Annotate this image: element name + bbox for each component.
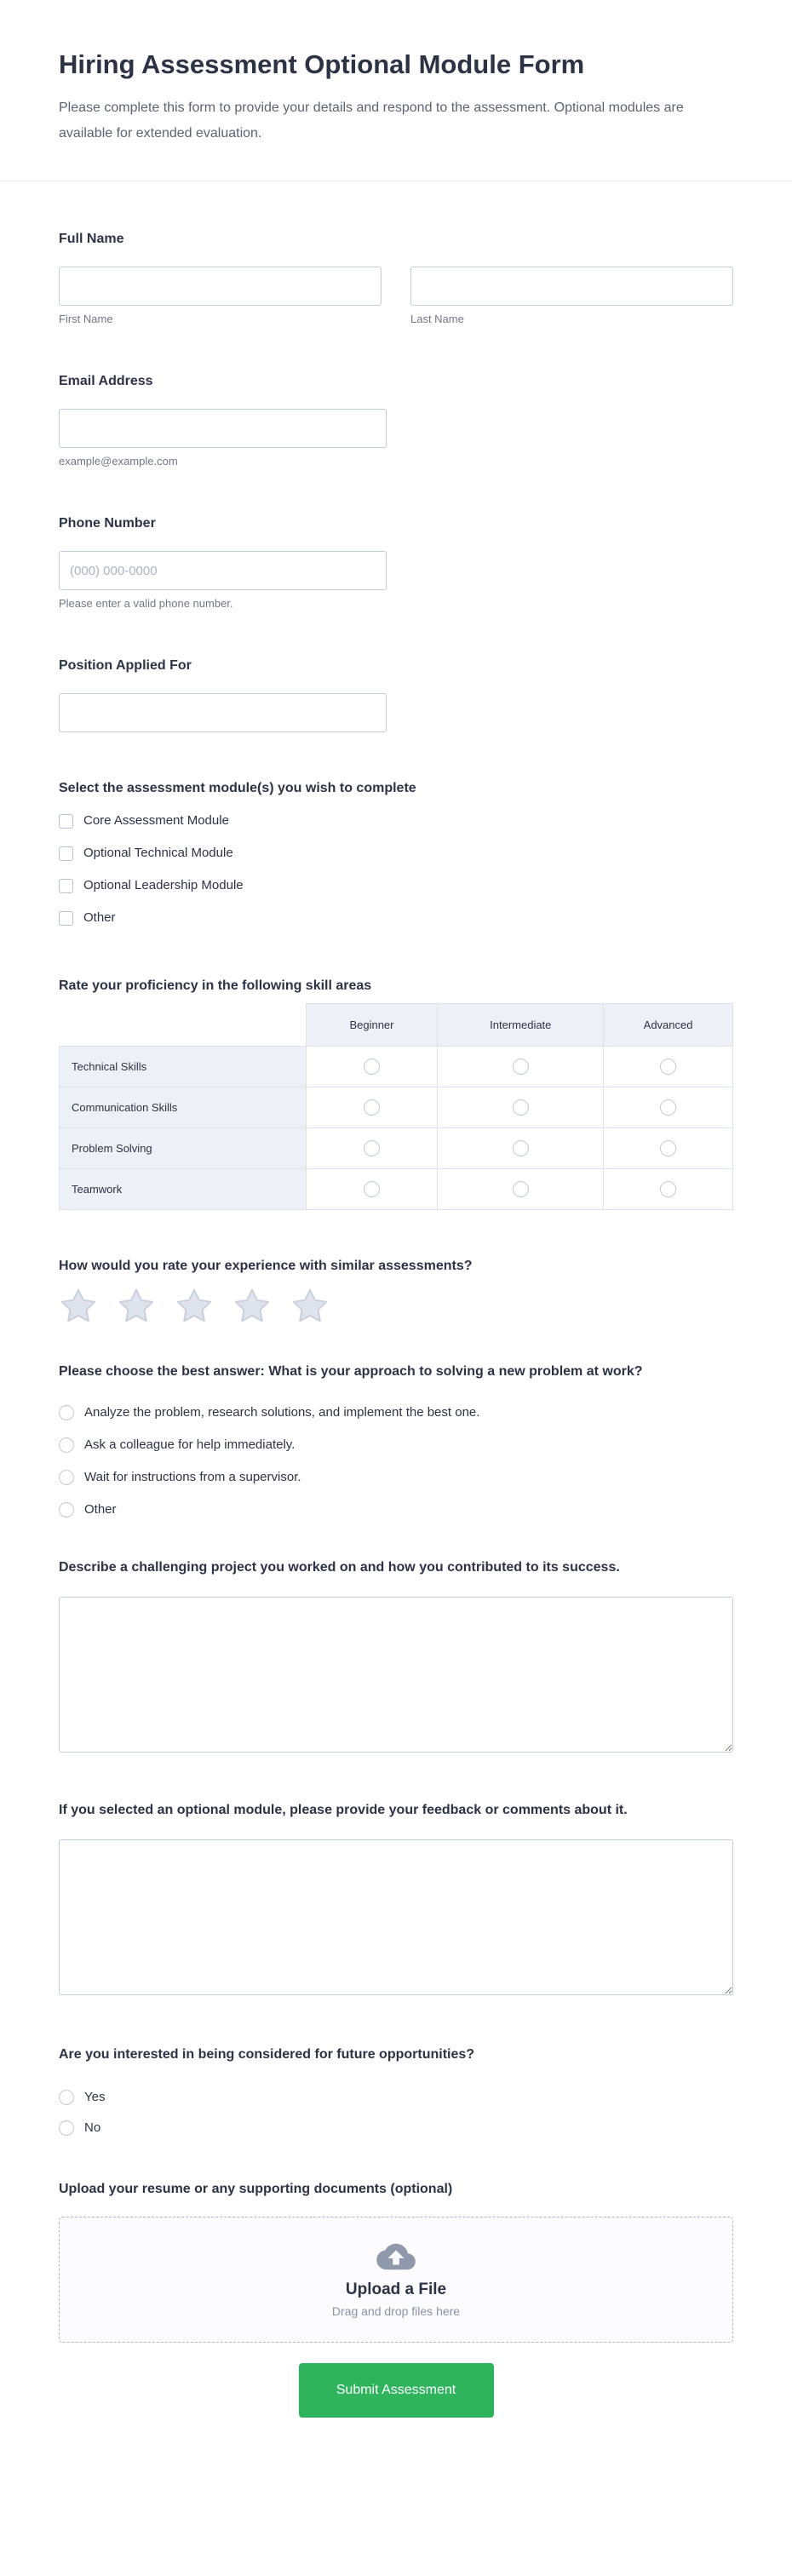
best-answer-label: Please choose the best answer: What is your approach to solving a new problem at work?	[59, 1364, 643, 1379]
checkbox[interactable]	[59, 814, 73, 829]
radio[interactable]	[59, 1502, 74, 1517]
checkbox-option-technical[interactable]	[59, 841, 733, 865]
matrix-col-header-beginner: Beginner	[306, 1004, 438, 1047]
radio[interactable]	[59, 2090, 74, 2105]
matrix-radio[interactable]	[364, 1059, 380, 1075]
modules-options	[59, 809, 733, 930]
page-title: Hiring Assessment Optional Module Form	[59, 49, 585, 79]
future-label: Are you interested in being considered for future opportunities?	[59, 2047, 475, 2062]
upload-dropzone[interactable]	[59, 2217, 733, 2343]
question-project	[59, 1558, 733, 1753]
radio-label: Other	[84, 1502, 117, 1517]
matrix-cell[interactable]	[438, 1047, 604, 1087]
checkbox[interactable]	[59, 911, 73, 926]
matrix-radio[interactable]	[513, 1140, 529, 1156]
radio-option-analyze[interactable]	[59, 1401, 733, 1425]
radio-label: Wait for instructions from a supervisor.	[84, 1470, 301, 1484]
matrix-cell[interactable]	[604, 1087, 733, 1128]
star-icon[interactable]	[232, 1287, 272, 1326]
question-best-answer	[59, 1362, 733, 1522]
checkbox-option-core[interactable]	[59, 809, 733, 833]
question-full-name	[59, 231, 733, 325]
matrix-radio[interactable]	[660, 1140, 676, 1156]
upload-hint: Drag and drop files here	[331, 2304, 461, 2318]
first-name-input[interactable]	[59, 267, 382, 306]
radio-label: No	[84, 2120, 101, 2135]
submit-row	[59, 2349, 733, 2472]
checkbox-option-other[interactable]	[59, 906, 733, 930]
upload-label: Upload your resume or any supporting documents (optional)	[59, 2182, 453, 2196]
matrix-row-problem-solving	[60, 1128, 733, 1169]
checkbox-label: Optional Technical Module	[83, 846, 233, 860]
matrix-cell[interactable]	[604, 1128, 733, 1169]
star-icon[interactable]	[290, 1287, 330, 1326]
last-name-sublabel: Last Name	[410, 313, 464, 325]
project-textarea[interactable]	[59, 1597, 733, 1753]
star-icon[interactable]	[59, 1287, 98, 1326]
best-answer-options	[59, 1401, 733, 1522]
matrix-cell[interactable]	[306, 1169, 438, 1210]
feedback-label: If you selected an optional module, please provide your feedback or comments about it.	[59, 1803, 628, 1817]
radio-option-no[interactable]	[59, 2116, 733, 2140]
matrix-cell[interactable]	[604, 1047, 733, 1087]
first-name-sublabel: First Name	[59, 313, 113, 325]
matrix-cell[interactable]	[604, 1169, 733, 1210]
radio-option-yes[interactable]	[59, 2085, 733, 2109]
checkbox[interactable]	[59, 846, 73, 861]
full-name-label: Full Name	[59, 232, 124, 246]
question-email	[59, 373, 733, 468]
position-label: Position Applied For	[59, 658, 192, 673]
modules-label: Select the assessment module(s) you wish to complete	[59, 781, 416, 795]
matrix-row-technical-skills	[60, 1047, 733, 1087]
radio[interactable]	[59, 1437, 74, 1453]
matrix-row-label: Problem Solving	[60, 1128, 307, 1169]
question-position	[59, 657, 733, 732]
star-icon[interactable]	[175, 1287, 214, 1326]
matrix-radio[interactable]	[660, 1181, 676, 1197]
email-label: Email Address	[59, 374, 153, 388]
upload-title: Upload a File	[345, 2281, 447, 2298]
checkbox-label: Core Assessment Module	[83, 813, 229, 828]
matrix-row-label: Teamwork	[60, 1169, 307, 1210]
radio-label: Yes	[84, 2090, 106, 2104]
question-matrix	[59, 978, 733, 1210]
question-star-rating	[59, 1258, 733, 1326]
full-name-row	[59, 267, 733, 325]
first-name-col	[59, 267, 382, 325]
form-header	[0, 0, 792, 146]
matrix-label: Rate your proficiency in the following skill areas	[59, 978, 372, 993]
matrix-row-label: Communication Skills	[60, 1087, 307, 1128]
matrix-corner-cell	[60, 1004, 307, 1047]
radio-label: Ask a colleague for help immediately.	[84, 1437, 296, 1452]
matrix-radio[interactable]	[364, 1099, 380, 1116]
checkbox-option-leadership[interactable]	[59, 874, 733, 898]
future-options	[59, 2085, 733, 2140]
project-label: Describe a challenging project you worked on and how you contributed to its success.	[59, 1560, 620, 1575]
star-rating-label: How would you rate your experience with similar assessments?	[59, 1259, 473, 1273]
matrix-col-header-advanced: Advanced	[604, 1004, 733, 1047]
matrix-radio[interactable]	[513, 1099, 529, 1116]
matrix-cell[interactable]	[306, 1128, 438, 1169]
matrix-radio[interactable]	[513, 1059, 529, 1075]
last-name-col	[410, 267, 733, 325]
matrix-radio[interactable]	[364, 1140, 380, 1156]
question-phone	[59, 515, 733, 610]
matrix-radio[interactable]	[364, 1181, 380, 1197]
phone-sublabel: Please enter a valid phone number.	[59, 597, 233, 610]
matrix-cell[interactable]	[438, 1087, 604, 1128]
feedback-textarea[interactable]	[59, 1839, 733, 1995]
page-subtitle: Please complete this form to provide your details and respond to the assessment. Optional modules are available for extended evaluation.	[59, 100, 684, 141]
matrix-row-communication-skills	[60, 1087, 733, 1128]
question-upload	[59, 2181, 733, 2343]
checkbox-label: Optional Leadership Module	[83, 878, 244, 892]
radio[interactable]	[59, 2120, 74, 2136]
radio[interactable]	[59, 1405, 74, 1420]
matrix-radio[interactable]	[660, 1059, 676, 1075]
matrix-table	[59, 1003, 733, 1210]
matrix-cell[interactable]	[306, 1047, 438, 1087]
matrix-row-label: Technical Skills	[60, 1047, 307, 1087]
position-input[interactable]	[59, 693, 387, 732]
star-icon[interactable]	[117, 1287, 156, 1326]
radio-label: Analyze the problem, research solutions, and implement the best one.	[84, 1405, 480, 1420]
email-sublabel: example@example.com	[59, 455, 178, 468]
question-feedback	[59, 1800, 733, 1995]
matrix-radio[interactable]	[513, 1181, 529, 1197]
radio-option-other[interactable]	[59, 1498, 733, 1522]
matrix-radio[interactable]	[660, 1099, 676, 1116]
email-input[interactable]	[59, 409, 387, 448]
checkbox-label: Other	[83, 910, 116, 925]
radio-option-wait-instructions[interactable]	[59, 1466, 733, 1489]
question-modules	[59, 780, 733, 930]
matrix-row-teamwork	[60, 1169, 733, 1210]
last-name-input[interactable]	[410, 267, 733, 306]
star-rating	[59, 1287, 733, 1326]
matrix-cell[interactable]	[306, 1087, 438, 1128]
form-content	[0, 181, 792, 2472]
phone-input[interactable]	[59, 551, 387, 590]
radio-option-ask-colleague[interactable]	[59, 1433, 733, 1457]
cloud-upload-icon	[376, 2240, 416, 2273]
matrix-col-header-intermediate: Intermediate	[438, 1004, 604, 1047]
question-future	[59, 2046, 733, 2140]
submit-button[interactable]: Submit Assessment	[299, 2363, 494, 2418]
radio[interactable]	[59, 1470, 74, 1485]
matrix-cell[interactable]	[438, 1169, 604, 1210]
checkbox[interactable]	[59, 879, 73, 893]
phone-label: Phone Number	[59, 516, 156, 531]
matrix-cell[interactable]	[438, 1128, 604, 1169]
